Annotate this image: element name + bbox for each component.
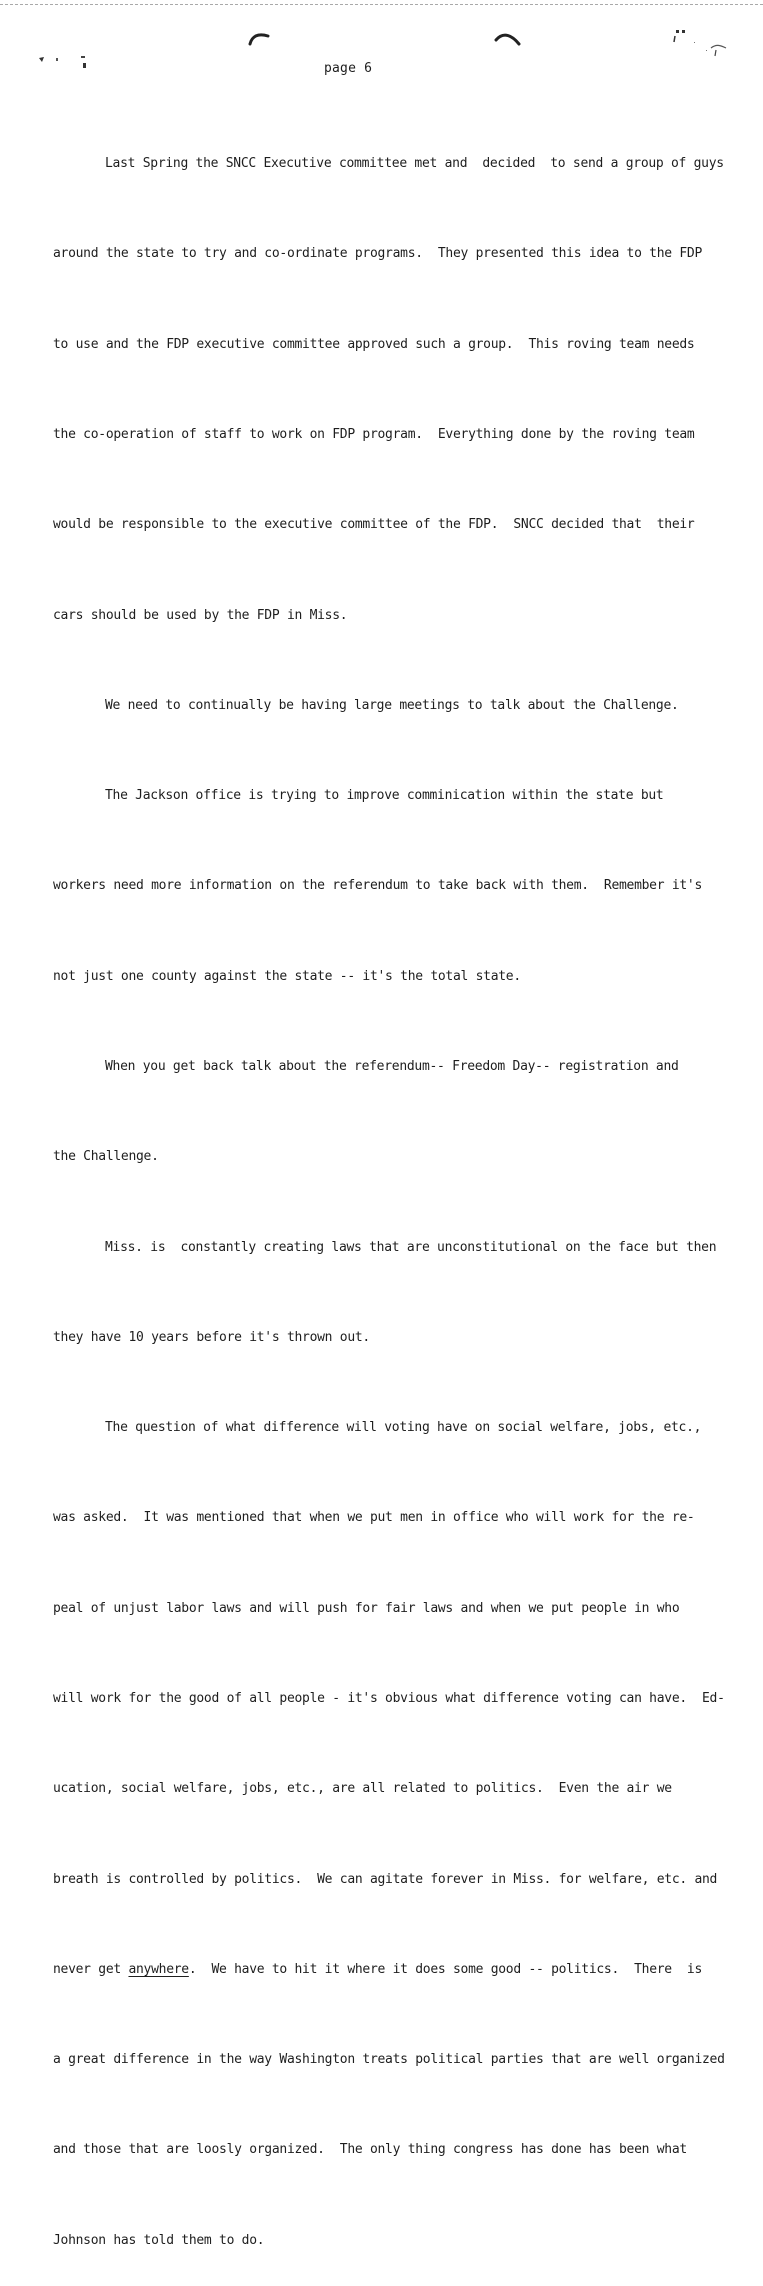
text-line: breath is controlled by politics. We can agitate forever in Miss. for welfare, etc. and <box>53 1871 718 1887</box>
text-line: the co-operation of staff to work on FDP program. Everything done by the roving team <box>53 427 695 443</box>
text-fragment: never get <box>53 1961 129 1977</box>
scan-top-border <box>0 4 763 5</box>
page-number: page 6 <box>324 61 373 76</box>
text-line: to use and the FDP executive committee approved such a group. This roving team needs <box>53 336 695 352</box>
text-line: Miss. is constantly creating laws that are unconstitutional on the face but then <box>105 1239 717 1255</box>
text-fragment: . We have to hit it where it does some good -- politics. There is <box>188 1961 703 1977</box>
text-line: We need to continually be having large meetings to talk about the Challenge. <box>105 697 679 713</box>
text-line: the Challenge. <box>53 1149 159 1165</box>
text-line: they have 10 years before it's thrown out. <box>53 1329 370 1345</box>
text-line: Johnson has told them to do. <box>53 2232 265 2248</box>
text-line: would be responsible to the executive committee of the FDP. SNCC decided that their <box>53 517 695 533</box>
text-line: was asked. It was mentioned that when we put men in office who will work for the re- <box>53 1510 695 1526</box>
text-line: ucation, social welfare, jobs, etc., are all related to politics. Even the air we <box>53 1781 672 1797</box>
text-line: will work for the good of all people - it's obvious what difference voting can have. Ed- <box>53 1690 725 1706</box>
scan-specks-left <box>36 54 96 72</box>
text-line: When you get back talk about the referendum-- Freedom Day-- registration and <box>105 1059 679 1074</box>
text-line: peal of unjust labor laws and will push for fair laws and when we put people in who <box>53 1600 680 1616</box>
text-line: Last Spring the SNCC Executive committee met and decided to send a group of guys <box>105 156 724 172</box>
text-line: and those that are loosly organized. The only thing congress has done has been what <box>53 2142 687 2158</box>
text-line: workers need more information on the referendum to take back with them. Remember it's <box>53 878 703 894</box>
text-line: a great difference in the way Washington treats political parties that are well organized <box>53 2052 725 2068</box>
document-body <box>53 89 743 2286</box>
punch-hole-mark-left <box>248 30 272 46</box>
text-line: around the state to try and co-ordinate programs. They presented this idea to the FDP <box>53 246 703 262</box>
scan-specks-right <box>666 24 730 60</box>
text-line: The question of what difference will voting have on social welfare, jobs, etc., <box>105 1420 702 1436</box>
text-line: cars should be used by the FDP in Miss. <box>53 607 348 623</box>
text-line: not just one county against the state -- it's the total state. <box>53 968 521 984</box>
text-line: The Jackson office is trying to improve comminication within the state but <box>105 788 664 804</box>
text-line <box>53 1955 743 1985</box>
punch-hole-mark-right <box>494 31 522 47</box>
underlined-word: anywhere <box>128 1961 189 1977</box>
